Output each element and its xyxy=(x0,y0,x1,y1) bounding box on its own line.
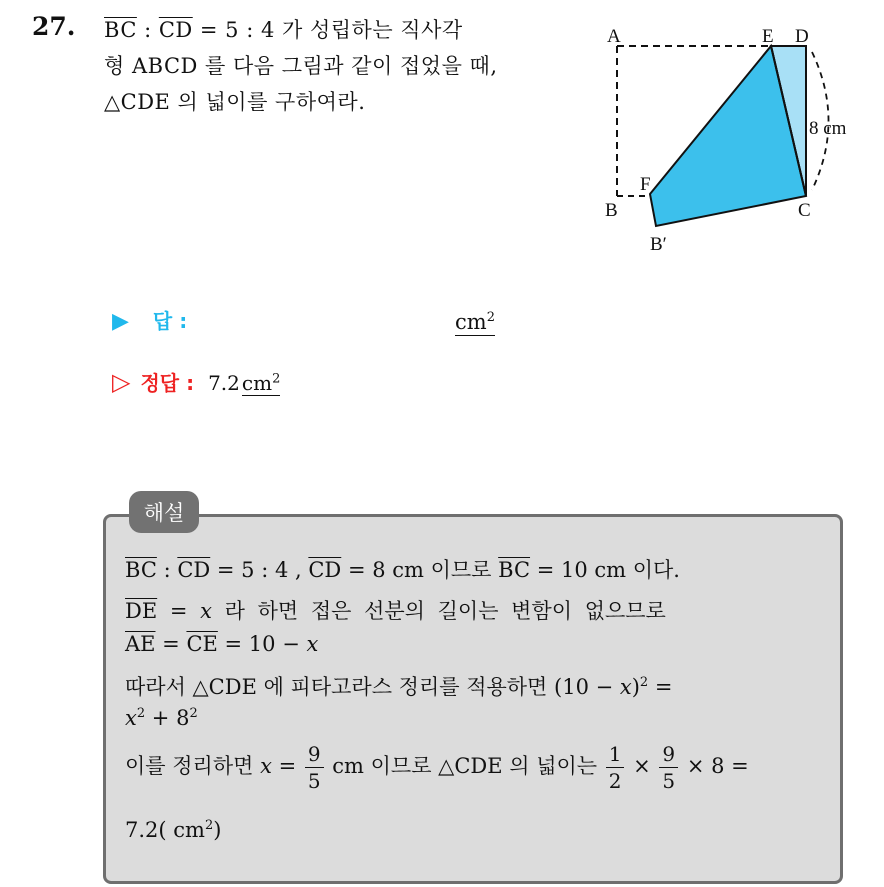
segment: $\overline{BC}$ xyxy=(125,558,157,582)
text: : xyxy=(136,18,159,42)
text: 이를 정리하면 xyxy=(125,754,261,778)
variable: x xyxy=(260,754,272,778)
segment: $\overline{CE}$ xyxy=(186,632,218,656)
text: ) xyxy=(213,818,222,842)
explanation-tab: 해설 xyxy=(129,491,199,533)
answer-unit: cm xyxy=(455,310,487,334)
text: = 10 cm 이다. xyxy=(530,558,680,582)
variable: x xyxy=(619,675,632,699)
text: ) xyxy=(631,675,640,699)
segment: $\overline{AE}$ xyxy=(125,632,156,656)
label-c: C xyxy=(798,200,811,221)
label-b-prime: B′ xyxy=(650,234,667,255)
text: + 8 xyxy=(145,706,190,730)
text: = xyxy=(155,632,187,656)
label-a: A xyxy=(607,26,621,47)
exponent: 2 xyxy=(136,706,146,721)
numerator: 9 xyxy=(305,744,324,768)
denominator: 5 xyxy=(307,769,321,793)
text: × 8 = xyxy=(680,754,749,778)
play-icon: ▶ xyxy=(112,309,129,334)
question-line-3: △CDE 의 넓이를 구하여라. xyxy=(104,90,366,114)
explanation-line-1 xyxy=(125,554,680,584)
exponent: 2 xyxy=(189,706,198,721)
folded-rectangle-figure xyxy=(600,18,860,263)
answer-blank[interactable] xyxy=(455,305,495,336)
exponent: 2 xyxy=(639,675,649,690)
text: = xyxy=(648,675,673,699)
text: : xyxy=(156,558,178,582)
fraction-one-half xyxy=(606,744,625,791)
explanation-line-2 xyxy=(125,595,666,625)
correct-answer-row xyxy=(112,367,280,396)
segment-bc: $\overline{BC}$ xyxy=(104,18,137,42)
label-length: 8 cm xyxy=(809,118,847,139)
variable: x xyxy=(306,632,319,656)
explanation-line-6 xyxy=(125,744,749,791)
numerator: 9 xyxy=(659,744,678,768)
segment: $\overline{BC}$ xyxy=(498,558,531,582)
label-f: F xyxy=(640,174,651,195)
fraction-nine-fifths xyxy=(305,744,324,791)
text: 7.2( cm xyxy=(125,818,205,842)
text: = 5 : 4 , xyxy=(210,558,309,582)
explanation-line-5 xyxy=(125,706,198,730)
question-line-1 xyxy=(104,14,463,44)
fraction-nine-fifths-2 xyxy=(659,744,678,791)
answer-unit-exp: 2 xyxy=(486,310,495,325)
unit-exp: 2 xyxy=(272,371,281,387)
label-e: E xyxy=(762,26,774,47)
segment: $\overline{DE}$ xyxy=(125,599,158,623)
exponent: 2 xyxy=(204,818,214,833)
text: cm 이므로 △CDE 의 넓이는 xyxy=(325,754,604,778)
segment: $\overline{CD}$ xyxy=(308,558,342,582)
text: = xyxy=(271,754,303,778)
segment: $\overline{CD}$ xyxy=(177,558,211,582)
numerator: 1 xyxy=(606,744,625,768)
explanation-line-4 xyxy=(125,671,672,701)
answer-row xyxy=(112,305,187,334)
question-number: 27. xyxy=(32,12,76,41)
label-d: D xyxy=(795,26,809,47)
text: 따라서 △CDE 에 피타고라스 정리를 적용하면 (10 − xyxy=(125,675,620,699)
variable: x xyxy=(125,706,137,730)
explanation-line-3 xyxy=(125,632,318,656)
denominator: 5 xyxy=(662,769,676,793)
text: × xyxy=(626,754,658,778)
denominator: 2 xyxy=(608,769,622,793)
text: = 10 − xyxy=(217,632,307,656)
correct-unit xyxy=(242,371,280,396)
explanation-line-7 xyxy=(125,818,221,842)
segment-cd: $\overline{CD}$ xyxy=(158,18,193,42)
text: = 5 : 4 가 성립하는 직사각 xyxy=(192,18,463,42)
question-line-2: 형 ABCD 를 다음 그림과 같이 접었을 때, xyxy=(104,54,498,78)
label-b: B xyxy=(605,200,618,221)
outline-triangle-icon: ▷ xyxy=(112,368,131,396)
unit-text: cm xyxy=(241,371,273,395)
variable: x xyxy=(200,599,212,623)
text: = 8 cm 이므로 xyxy=(341,558,499,582)
correct-value: 7.2 xyxy=(208,371,240,395)
answer-label: 답 : xyxy=(152,309,188,333)
correct-label: 정답 : xyxy=(140,371,195,395)
text: = xyxy=(157,599,201,623)
text: 라 하면 접은 선분의 길이는 변함이 없으므로 xyxy=(211,599,666,623)
